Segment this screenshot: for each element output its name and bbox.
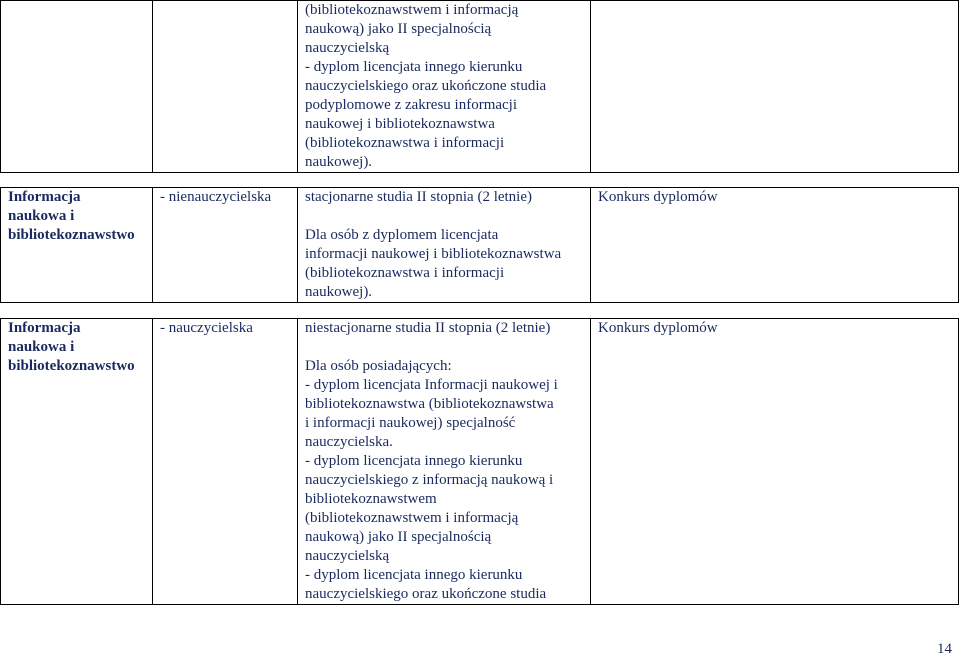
field-name: Informacja naukowa i bibliotekoznawstwo [8,189,135,243]
type-cell [153,319,298,605]
table-row [1,319,959,605]
field-cell [1,188,153,303]
field-cell [1,1,153,173]
study-title: stacjonarne studia II stopnia (2 letnie) [305,189,533,205]
table-fragment-3 [0,318,959,605]
table-fragment-1 [0,0,959,173]
specialization-type: - nienauczycielska [160,189,272,205]
study-description: Dla osób posiadających: - dyplom licencjata Informacji naukowej i bibliotekoznawstwa (bibliotekoznawstwa i informacji naukowej) specjalność nauczycielska. - dyplom licencjata innego kierunku nauczycielskiego z informacją naukową i bibliotekoznawstwem (bibliotekoznawstwem i informacją naukową) jako II specjalnością nauczycielską - dyplom licencjata innego kierunku nauczycielskiego oraz ukończone studia [305,358,558,602]
page-number: 14 [937,641,952,657]
criteria-cell [591,1,959,173]
field-cell [1,319,153,605]
study-cell [298,188,591,303]
criteria-cell [591,188,959,303]
table-fragment-2 [0,187,959,303]
criteria-cell [591,319,959,605]
type-cell [153,188,298,303]
study-cell [298,319,591,605]
study-description: Dla osób z dyplomem licencjata informacji naukowej i bibliotekoznawstwa (bibliotekoznawstwa i informacji naukowej). [305,227,562,300]
table-row [1,1,959,173]
study-cell [298,1,591,173]
admission-criteria: Konkurs dyplomów [598,320,718,336]
study-title: niestacjonarne studia II stopnia (2 letnie) [305,320,551,336]
study-description: (bibliotekoznawstwem i informacją naukową) jako II specjalnością nauczycielską - dyplom licencjata innego kierunku nauczycielskiego oraz ukończone studia podyplomowe z zakresu informacji naukowej i bibliotekoznawstwa (bibliotekoznawstwa i informacji naukowej). [305,2,547,170]
type-cell [153,1,298,173]
specialization-type: - nauczycielska [160,320,253,336]
admission-criteria: Konkurs dyplomów [598,189,718,205]
table-row [1,188,959,303]
field-name: Informacja naukowa i bibliotekoznawstwo [8,320,135,374]
